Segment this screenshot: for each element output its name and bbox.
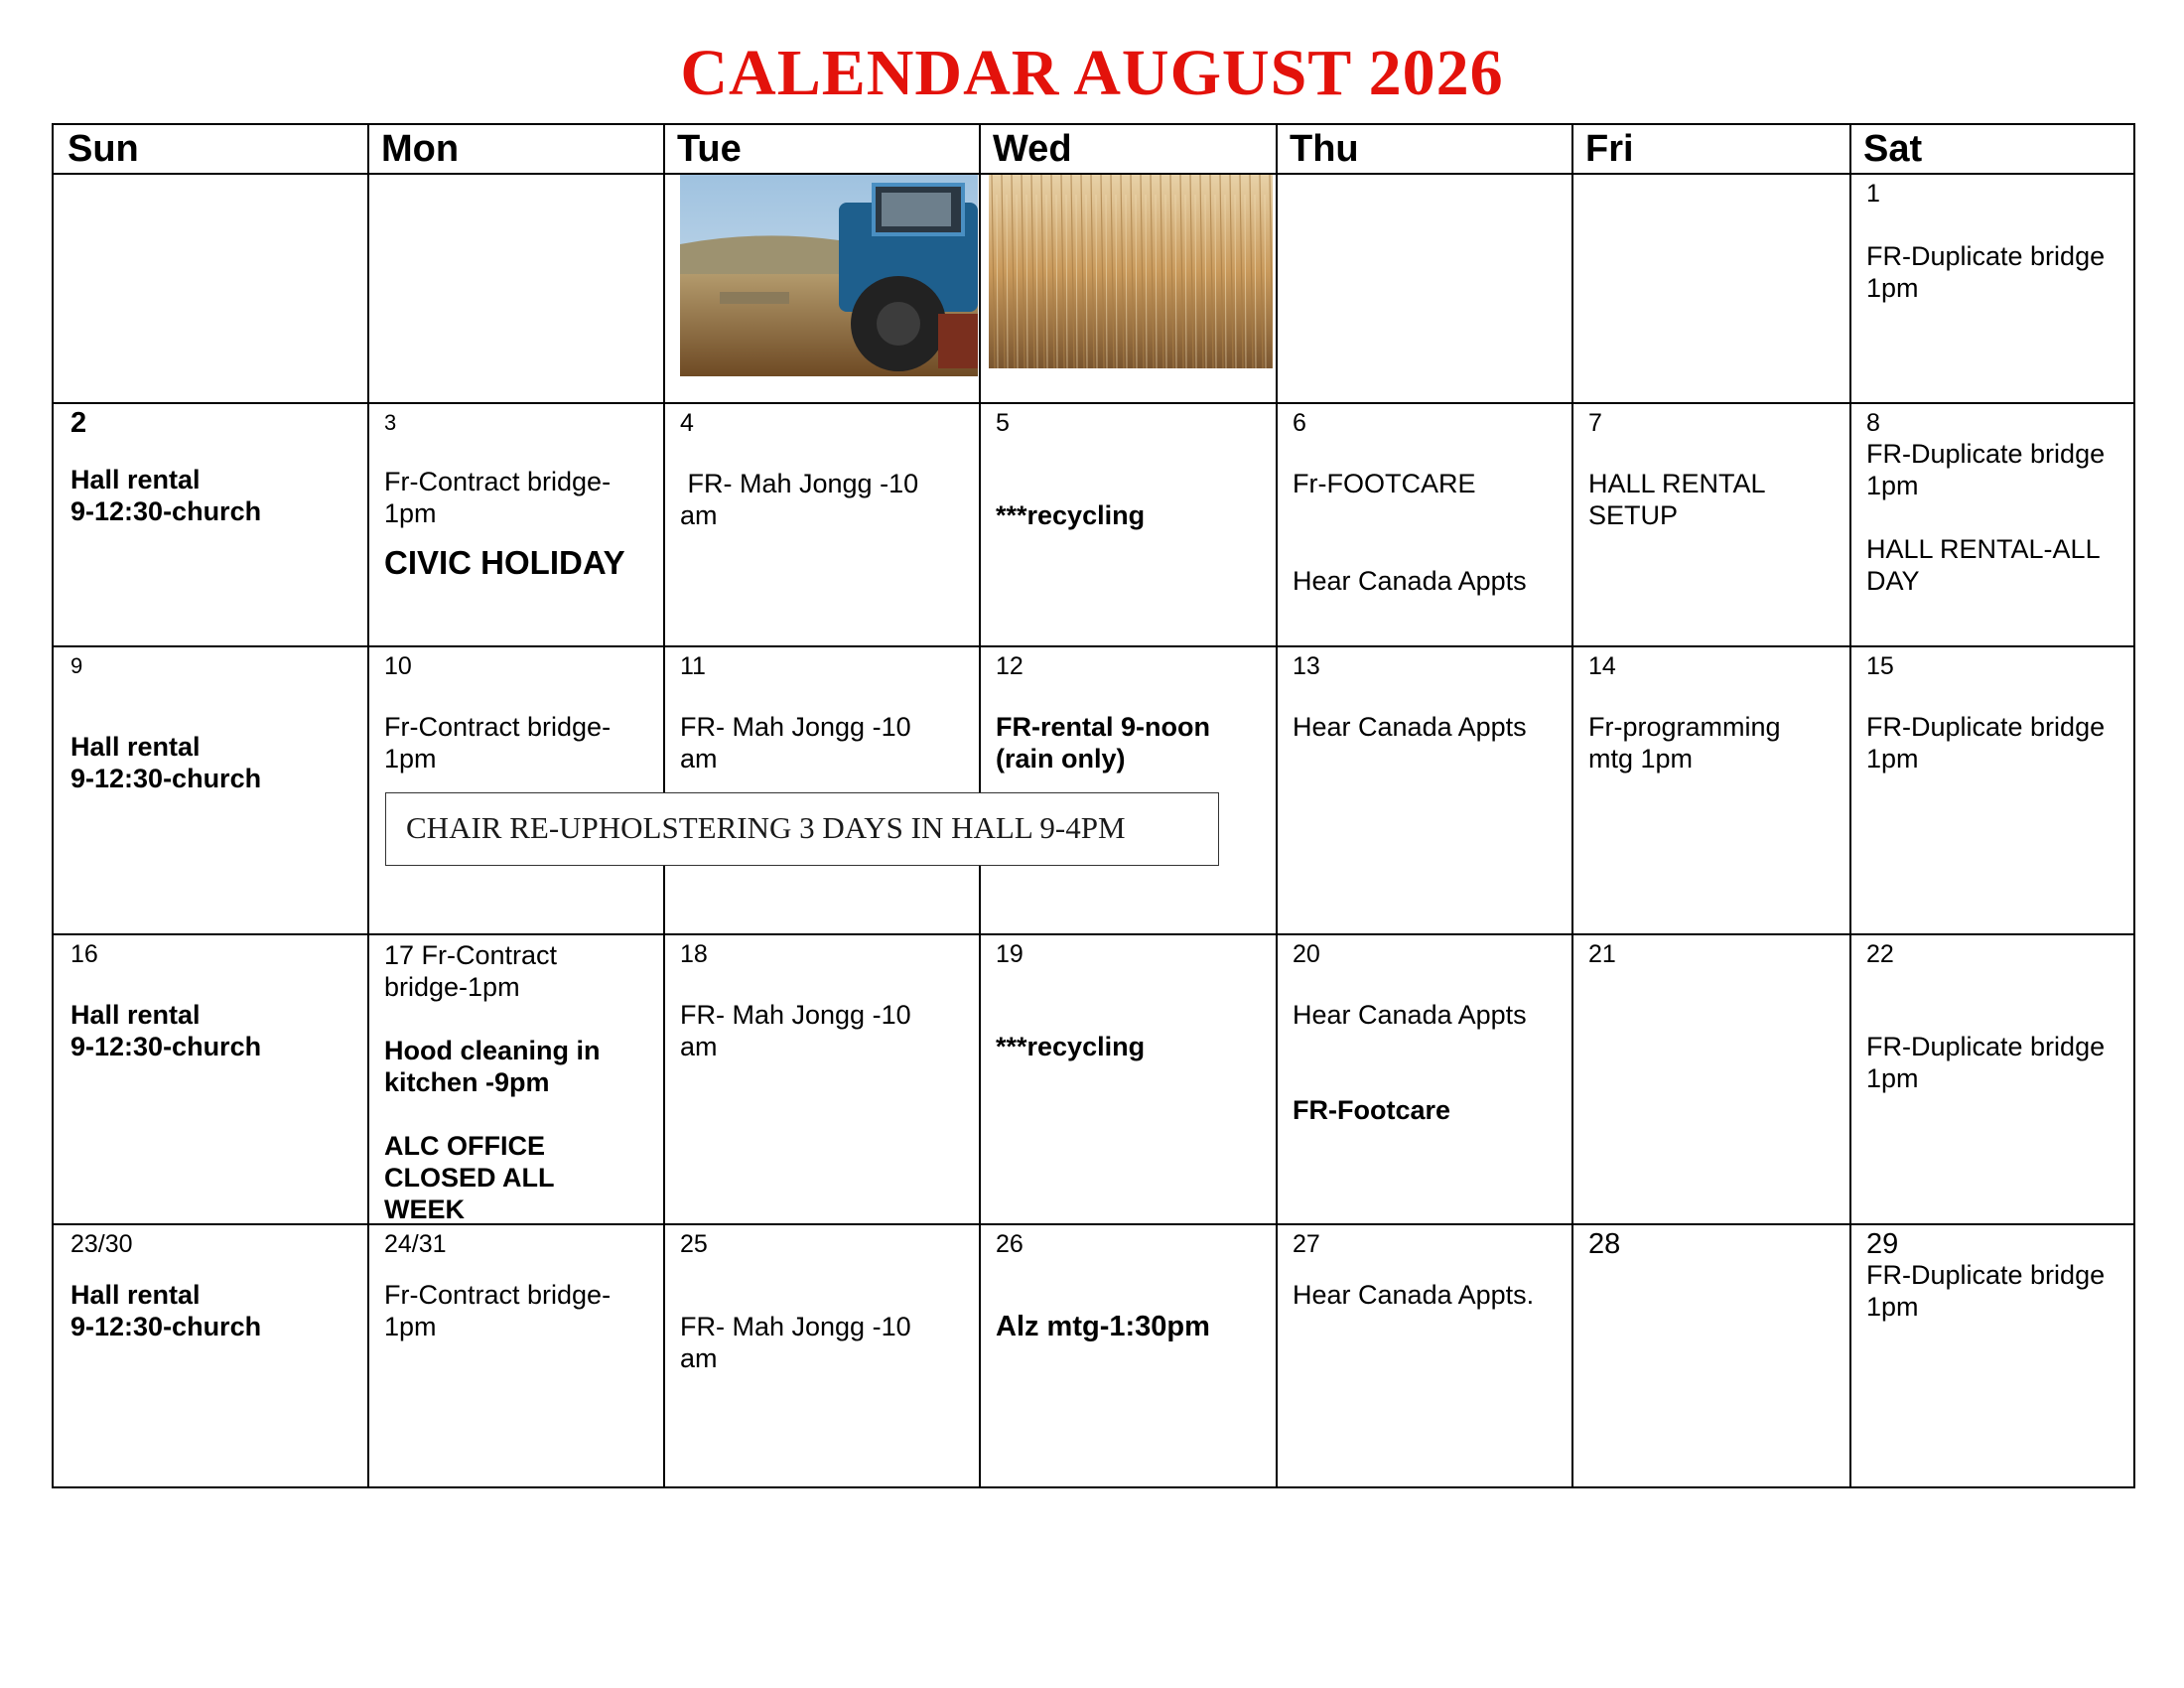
day-cell-2 xyxy=(56,404,365,527)
event-text: FR-Duplicate bridge xyxy=(1866,439,2106,469)
day-number: 29 xyxy=(1866,1228,1899,1260)
day-number: 22 xyxy=(1866,940,1894,968)
page-title: CALENDAR AUGUST 2026 xyxy=(680,37,1504,109)
event-text: Hear Canada Appts. xyxy=(1293,1280,1535,1310)
day-cell-11 xyxy=(665,647,977,774)
event-text: kitchen -9pm xyxy=(384,1067,550,1097)
day-number: 12 xyxy=(996,652,1024,680)
day-number: 13 xyxy=(1293,652,1320,680)
day-cell-24-31 xyxy=(369,1225,661,1342)
day-number: 4 xyxy=(680,409,694,437)
event-text: FR-Footcare xyxy=(1293,1095,1451,1125)
event-text: 9-12:30-church xyxy=(70,1032,262,1061)
day-cell-15 xyxy=(1851,647,2133,774)
event-text: FR- Mah Jongg -10 xyxy=(680,712,911,742)
day-number: 21 xyxy=(1588,940,1616,968)
event-text: Hear Canada Appts xyxy=(1293,712,1527,742)
day-cell-26 xyxy=(981,1225,1274,1344)
event-text: am xyxy=(680,1032,718,1061)
day-cell-4 xyxy=(665,404,977,531)
event-text: FR-Duplicate bridge xyxy=(1866,1032,2106,1061)
event-text: Hear Canada Appts xyxy=(1293,566,1527,596)
event-text: am xyxy=(680,500,718,530)
event-text: FR-Duplicate bridge xyxy=(1866,241,2106,271)
day-number: 27 xyxy=(1293,1230,1320,1258)
day-number: 17 Fr-Contract xyxy=(384,940,558,970)
wheat-field-image xyxy=(989,175,1273,368)
day-number: 28 xyxy=(1588,1228,1621,1260)
event-text: ALC OFFICE xyxy=(384,1131,545,1161)
event-text: Hood cleaning in xyxy=(384,1036,601,1065)
event-text: FR-rental 9-noon xyxy=(996,712,1210,742)
day-cell-7 xyxy=(1573,404,1847,531)
day-cell-28 xyxy=(1573,1225,1847,1259)
event-text: FR-Duplicate bridge xyxy=(1866,712,2106,742)
event-text: 1pm xyxy=(1866,1292,1919,1322)
weekday-header-thu: Thu xyxy=(1290,128,1359,170)
event-text: FR-Duplicate bridge xyxy=(1866,1260,2106,1290)
tractor-image xyxy=(680,175,978,376)
event-text: Alz mtg-1:30pm xyxy=(996,1311,1210,1342)
day-number: 7 xyxy=(1588,409,1602,437)
event-text: FR- Mah Jongg -10 xyxy=(680,1000,911,1030)
event-text: FR- Mah Jongg -10 xyxy=(680,469,919,498)
day-cell-3 xyxy=(369,404,661,585)
event-text: Fr-FOOTCARE xyxy=(1293,469,1476,498)
event-text: 9-12:30-church xyxy=(70,496,262,526)
day-cell-13 xyxy=(1278,647,1570,743)
event-text: bridge-1pm xyxy=(384,972,520,1002)
day-cell-10 xyxy=(369,647,661,774)
event-text: am xyxy=(680,1343,718,1373)
event-text: Hall rental xyxy=(70,1000,201,1030)
weekday-header-wed: Wed xyxy=(993,128,1072,170)
event-text: Hall rental xyxy=(70,465,201,494)
day-cell-18 xyxy=(665,935,977,1062)
day-cell-9 xyxy=(56,647,365,794)
day-cell-17 xyxy=(369,935,661,1225)
day-cell-23-30 xyxy=(56,1225,365,1342)
event-text: 1pm xyxy=(384,744,437,774)
day-cell-27 xyxy=(1278,1225,1570,1311)
day-number: 14 xyxy=(1588,652,1616,680)
event-text: Hear Canada Appts xyxy=(1293,1000,1527,1030)
event-text: 1pm xyxy=(1866,744,1919,774)
event-text: 9-12:30-church xyxy=(70,764,262,793)
event-text: (rain only) xyxy=(996,744,1126,774)
event-text: ***recycling xyxy=(996,500,1146,530)
day-cell-19 xyxy=(981,935,1274,1062)
day-number: 9 xyxy=(70,653,83,678)
event-text: WEEK xyxy=(384,1195,465,1224)
event-text: Fr-Contract bridge- xyxy=(384,467,612,496)
weekday-header-mon: Mon xyxy=(381,128,460,170)
day-number: 26 xyxy=(996,1230,1024,1258)
day-number: 6 xyxy=(1293,409,1306,437)
event-text: SETUP xyxy=(1588,500,1679,530)
day-cell-1 xyxy=(1851,175,2133,304)
day-cell-6 xyxy=(1278,404,1570,597)
day-number: 2 xyxy=(70,407,87,439)
day-cell-14 xyxy=(1573,647,1847,774)
event-text: Fr-programming xyxy=(1588,712,1781,742)
event-text: ***recycling xyxy=(996,1032,1146,1061)
event-text: 1pm xyxy=(1866,1063,1919,1093)
event-text: Fr-Contract bridge- xyxy=(384,712,612,742)
event-text: Fr-Contract bridge- xyxy=(384,1280,612,1310)
weekday-header-tue: Tue xyxy=(677,128,742,170)
column-divider xyxy=(1571,125,1573,1486)
day-number: 8 xyxy=(1866,409,1880,437)
weekday-header-sun: Sun xyxy=(68,128,139,170)
day-number: 25 xyxy=(680,1230,708,1258)
day-cell-8 xyxy=(1851,404,2133,597)
event-text: FR- Mah Jongg -10 xyxy=(680,1312,911,1341)
day-cell-22 xyxy=(1851,935,2133,1094)
event-text: mtg 1pm xyxy=(1588,744,1694,774)
event-text: Hall rental xyxy=(70,732,201,762)
event-text: 9-12:30-church xyxy=(70,1312,262,1341)
day-cell-12 xyxy=(981,647,1274,774)
weekday-header-fri: Fri xyxy=(1585,128,1634,170)
event-text: 1pm xyxy=(1866,273,1919,303)
event-text: Hall rental xyxy=(70,1280,201,1310)
day-cell-20 xyxy=(1278,935,1570,1126)
day-number: 18 xyxy=(680,940,708,968)
event-text: am xyxy=(680,744,718,774)
day-number: 24/31 xyxy=(384,1230,447,1258)
event-text: 1pm xyxy=(384,1312,437,1341)
day-cell-29 xyxy=(1851,1225,2133,1323)
day-cell-16 xyxy=(56,935,365,1062)
event-text: 1pm xyxy=(1866,471,1919,500)
chair-reupholstering-notice: CHAIR RE-UPHOLSTERING 3 DAYS IN HALL 9-4PM xyxy=(385,792,1219,866)
day-number: 19 xyxy=(996,940,1024,968)
day-cell-5 xyxy=(981,404,1274,531)
day-number: 5 xyxy=(996,409,1010,437)
holiday-label: CIVIC HOLIDAY xyxy=(384,544,625,581)
day-cell-25 xyxy=(665,1225,977,1374)
day-number: 1 xyxy=(1866,180,1880,208)
day-number: 11 xyxy=(680,652,706,680)
day-number: 20 xyxy=(1293,940,1320,968)
day-number: 16 xyxy=(70,940,98,968)
day-cell-21 xyxy=(1573,935,1847,969)
event-text: HALL RENTAL-ALL xyxy=(1866,534,2101,564)
day-number: 10 xyxy=(384,652,412,680)
event-text: CLOSED ALL xyxy=(384,1163,555,1193)
day-number: 3 xyxy=(384,410,397,435)
day-number: 23/30 xyxy=(70,1230,133,1258)
day-number: 15 xyxy=(1866,652,1894,680)
event-text: HALL RENTAL xyxy=(1588,469,1766,498)
event-text: DAY xyxy=(1866,566,1920,596)
event-text: 1pm xyxy=(384,498,437,528)
weekday-header-sat: Sat xyxy=(1863,128,1923,170)
